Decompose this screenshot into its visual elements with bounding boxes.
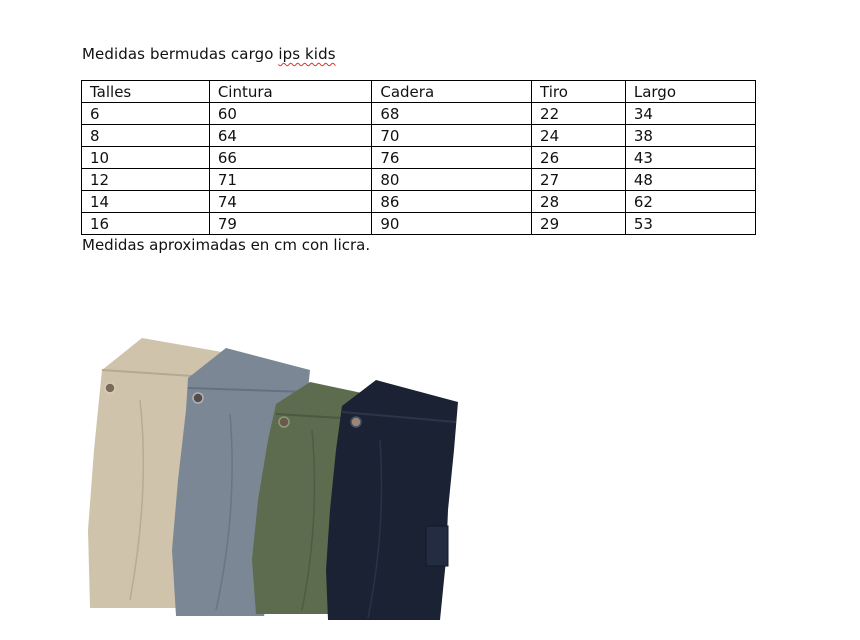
table-cell: 12 — [82, 169, 210, 191]
title-text: Medidas bermudas cargo — [82, 45, 279, 63]
table-cell: 68 — [372, 103, 532, 125]
table-cell: 48 — [625, 169, 755, 191]
product-photo — [80, 330, 480, 620]
table-cell: 79 — [209, 213, 372, 235]
table-cell: 14 — [82, 191, 210, 213]
table-row — [82, 191, 756, 213]
header-cintura: Cintura — [209, 81, 372, 103]
table-row — [82, 213, 756, 235]
table-cell: 8 — [82, 125, 210, 147]
size-table — [81, 80, 756, 235]
table-cell: 80 — [372, 169, 532, 191]
table-cell: 29 — [532, 213, 626, 235]
table-cell: 64 — [209, 125, 372, 147]
table-cell: 70 — [372, 125, 532, 147]
table-cell: 34 — [625, 103, 755, 125]
footnote: Medidas aproximadas en cm con licra. — [82, 236, 371, 254]
table-row — [82, 147, 756, 169]
table-row — [82, 103, 756, 125]
header-tiro: Tiro — [532, 81, 626, 103]
document-title — [82, 45, 336, 63]
table-cell: 76 — [372, 147, 532, 169]
table-cell: 62 — [625, 191, 755, 213]
table-cell: 74 — [209, 191, 372, 213]
table-cell: 26 — [532, 147, 626, 169]
navy-shorts-image — [326, 380, 458, 620]
header-talles: Talles — [82, 81, 210, 103]
table-row — [82, 169, 756, 191]
table-cell: 43 — [625, 147, 755, 169]
table-cell: 90 — [372, 213, 532, 235]
spellcheck-flagged-text: ips kids — [278, 45, 336, 63]
table-cell: 86 — [372, 191, 532, 213]
header-cadera: Cadera — [372, 81, 532, 103]
table-cell: 6 — [82, 103, 210, 125]
table-cell: 27 — [532, 169, 626, 191]
table-cell: 22 — [532, 103, 626, 125]
table-row — [82, 125, 756, 147]
table-cell: 28 — [532, 191, 626, 213]
table-cell: 71 — [209, 169, 372, 191]
table-header-row — [82, 81, 756, 103]
table-cell: 16 — [82, 213, 210, 235]
table-cell: 38 — [625, 125, 755, 147]
table-cell: 60 — [209, 103, 372, 125]
table-cell: 53 — [625, 213, 755, 235]
table-cell: 24 — [532, 125, 626, 147]
table-cell: 10 — [82, 147, 210, 169]
header-largo: Largo — [625, 81, 755, 103]
table-cell: 66 — [209, 147, 372, 169]
